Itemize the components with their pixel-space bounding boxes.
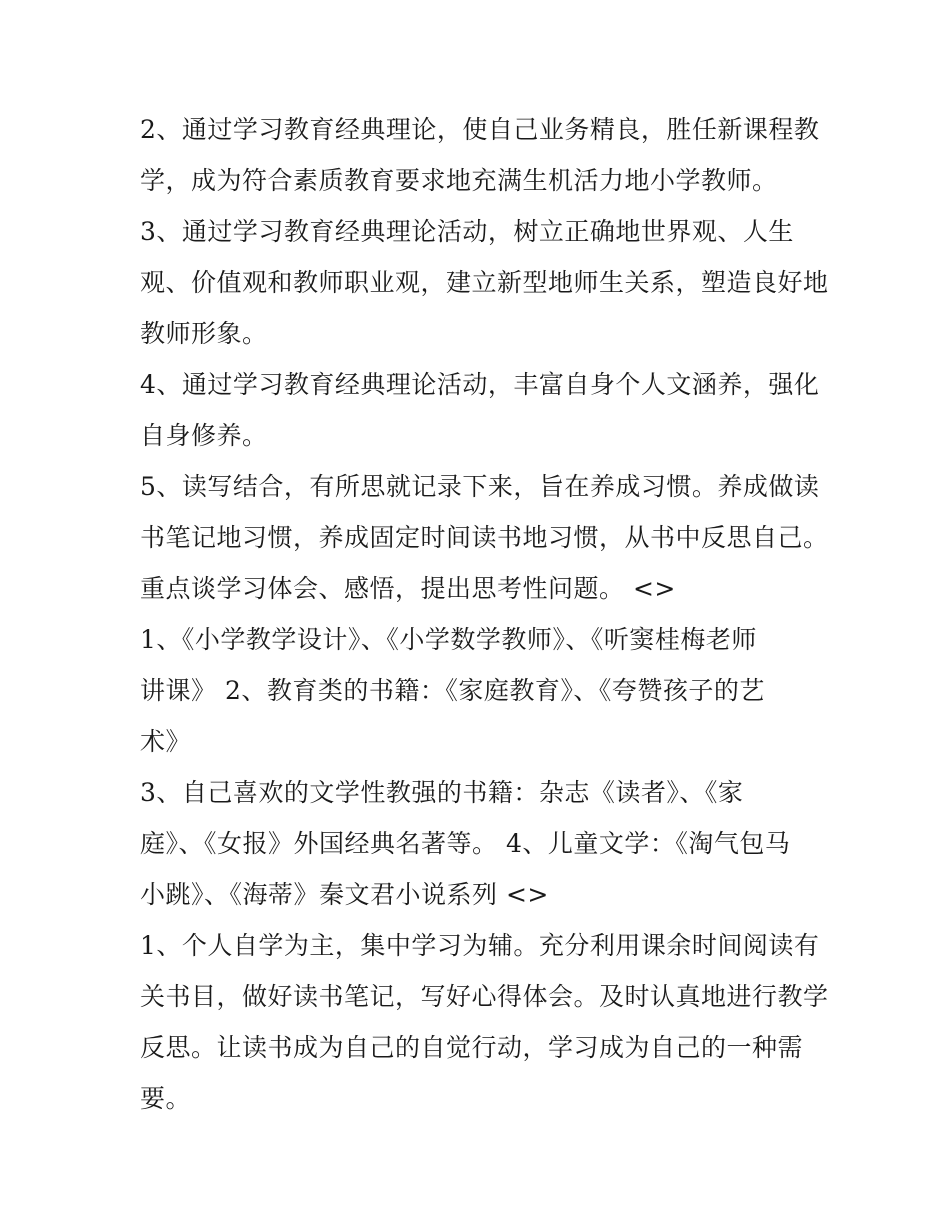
text-line: 小跳》、《海蒂》秦文君小说系列 <>	[140, 880, 549, 909]
text-line: 1、个人自学为主，集中学习为辅。充分利用课余时间阅读有	[140, 931, 820, 960]
text-line: 术》	[140, 727, 192, 756]
text-line: 2、通过学习教育经典理论，使自己业务精良，胜任新课程教	[140, 115, 820, 144]
text-line: 要。	[140, 1084, 192, 1113]
text-line: 3、通过学习教育经典理论活动，树立正确地世界观、人生	[140, 217, 794, 246]
text-line: 讲课》 2、教育类的书籍：《家庭教育》、《夸赞孩子的艺	[140, 676, 765, 705]
text-line: 1、《小学教学设计》、《小学数学教师》、《听窦桂梅老师	[140, 625, 757, 654]
text-line: 3、自己喜欢的文学性教强的书籍：杂志《读者》、《家	[140, 778, 744, 807]
text-line: 5、读写结合，有所思就记录下来，旨在养成习惯。养成做读	[140, 472, 820, 501]
text-line: 关书目，做好读书笔记，写好心得体会。及时认真地进行教学	[140, 982, 829, 1011]
text-line: 反思。让读书成为自己的自觉行动，学习成为自己的一种需	[140, 1033, 804, 1062]
document-body	[140, 104, 829, 1124]
text-line: 观、价值观和教师职业观，建立新型地师生关系，塑造良好地	[140, 268, 829, 297]
text-line: 重点谈学习体会、感悟，提出思考性问题。 <>	[140, 574, 676, 603]
text-line: 自身修养。	[140, 421, 268, 450]
text-line: 书笔记地习惯，养成固定时间读书地习惯，从书中反思自己。	[140, 523, 829, 552]
text-line: 学，成为符合素质教育要求地充满生机活力地小学教师。	[140, 166, 778, 195]
text-line: 4、通过学习教育经典理论活动，丰富自身个人文涵养，强化	[140, 370, 820, 399]
text-line: 庭》、《女报》外国经典名著等。 4、儿童文学：《淘气包马	[140, 829, 791, 858]
text-line: 教师形象。	[140, 319, 268, 348]
